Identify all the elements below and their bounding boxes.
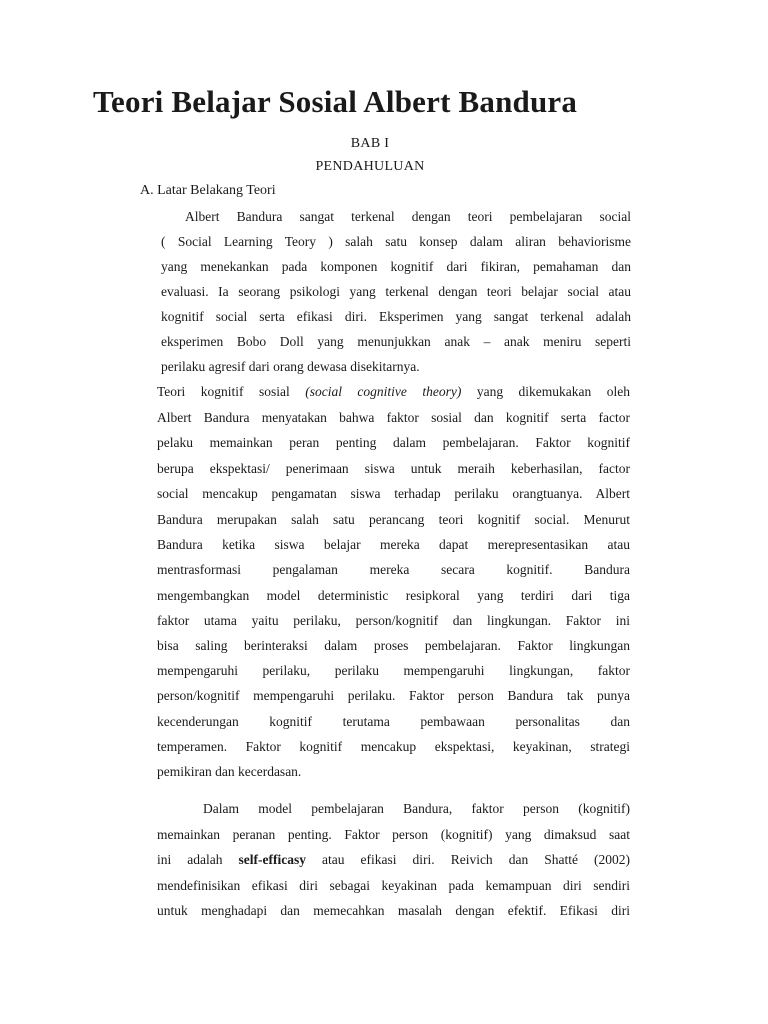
- paragraph-3-line: untuk menghadapi dan memecahkan masalah dengan efektif. Efikasi diri: [157, 903, 630, 918]
- paragraph-2-line: faktor utama yaitu perilaku, person/kognitif dan lingkungan. Faktor ini: [157, 613, 630, 628]
- paragraph-3-line: mendefinisikan efikasi diri sebagai keyakinan pada kemampuan diri sendiri: [157, 878, 630, 893]
- paragraph-1-line: ( Social Learning Teory ) salah satu konsep dalam aliran behaviorisme: [161, 234, 631, 249]
- paragraph-3-line: memainkan peranan penting. Faktor person (kognitif) yang dimaksud saat: [157, 827, 630, 842]
- paragraph-2-line: kecenderungan kognitif terutama pembawaan personalitas dan: [157, 714, 630, 729]
- document-title: Teori Belajar Sosial Albert Bandura: [93, 84, 578, 119]
- paragraph-2-line: temperamen. Faktor kognitif mencakup ekspektasi, keyakinan, strategi: [157, 739, 630, 754]
- paragraph-2-line: mentrasformasi pengalaman mereka secara kognitif. Bandura: [157, 562, 630, 577]
- text-span: atau efikasi diri. Reivich dan Shatté (2002): [306, 852, 630, 867]
- paragraph-2-line: social mencakup pengamatan siswa terhadap perilaku orangtuanya. Albert: [157, 486, 630, 501]
- paragraph-2-line: mempengaruhi perilaku, perilaku mempengaruhi lingkungan, faktor: [157, 663, 630, 678]
- paragraph-2-line: [157, 382, 630, 401]
- paragraph-1-line: kognitif social serta efikasi diri. Eksperimen yang sangat terkenal adalah: [161, 309, 631, 324]
- text-span: Teori kognitif sosial: [157, 384, 306, 399]
- paragraph-2-line: pelaku memainkan peran penting dalam pembelajaran. Faktor kognitif: [157, 435, 630, 450]
- paragraph-2-line: person/kognitif mempengaruhi perilaku. Faktor person Bandura tak punya: [157, 688, 630, 703]
- paragraph-2-line: mengembangkan model deterministic resipkoral yang terdiri dari tiga: [157, 588, 630, 603]
- paragraph-1-line: eksperimen Bobo Doll yang menunjukkan anak – anak meniru seperti: [161, 334, 631, 349]
- paragraph-3-line: [157, 850, 630, 869]
- paragraph-1-line: perilaku agresif dari orang dewasa disekitarnya.: [161, 359, 420, 374]
- paragraph-2-line: Bandura merupakan salah satu perancang teori kognitif social. Menurut: [157, 512, 630, 527]
- paragraph-3-line: Dalam model pembelajaran Bandura, faktor person (kognitif): [203, 801, 630, 816]
- paragraph-2-line: bisa saling berinteraksi dalam proses pembelajaran. Faktor lingkungan: [157, 638, 630, 653]
- text-span: ini adalah: [157, 852, 239, 867]
- italic-term: (social cognitive theory): [305, 384, 462, 399]
- paragraph-2-line: pemikiran dan kecerdasan.: [157, 764, 302, 779]
- paragraph-2-line: berupa ekspektasi/ penerimaan siswa untuk meraih keberhasilan, factor: [157, 461, 630, 476]
- paragraph-2-line: Bandura ketika siswa belajar mereka dapat merepresentasikan atau: [157, 537, 630, 552]
- paragraph-2-line: Albert Bandura menyatakan bahwa faktor sosial dan kognitif serta factor: [157, 410, 630, 425]
- section-heading: A. Latar Belakang Teori: [140, 183, 276, 198]
- bold-term: self-efficasy: [238, 852, 306, 867]
- paragraph-1-line: evaluasi. Ia seorang psikologi yang terkenal dengan teori belajar social atau: [161, 284, 631, 299]
- paragraph-1-line: yang menekankan pada komponen kognitif dari fikiran, pemahaman dan: [161, 259, 631, 274]
- text-span: yang dikemukakan oleh: [461, 384, 630, 399]
- chapter-title: PENDAHULUAN: [315, 159, 425, 174]
- chapter-number: BAB I: [350, 136, 390, 151]
- paragraph-1-line: Albert Bandura sangat terkenal dengan teori pembelajaran social: [185, 209, 631, 224]
